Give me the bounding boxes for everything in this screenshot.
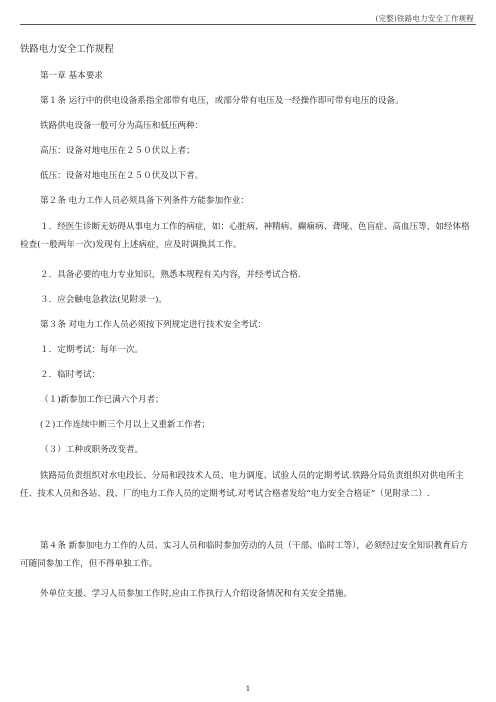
paragraph: １．定期考试：每年一次。 [40,345,144,355]
document-title: 铁路电力安全工作规程 [20,44,114,55]
paragraph: 低压：设备对地电压在２５０伏及以下者。 [40,171,204,181]
paragraph: １．经医生诊断无妨碍从事电力工作的病症，如：心脏病、神精病、癫痫病、聋哑、色盲症、高血压等，如经体格检查(一般两年一次)发现有上述病症，应及时调换其工作。 [20,222,470,250]
paragraph: 铁路局负责组织对水电段长、分局和段技术人员、电力调度、试验人员的定期考试.铁路分局负责组织对供电所主任、技术人员和各站、段、厂的电力工作人员的定期考试.对考试合格者发给“电力安全合格证”（见附录二）. [20,471,464,499]
paragraph-article-3: 第３条 对电力工作人员必须按下列规定进行技术安全考试： [40,320,267,330]
paragraph: ３．应会触电急救法(见附录一)。 [40,295,168,305]
paragraph: ２．临时考试： [40,370,101,380]
paragraph-article-4: 第４条 新参加电力工作的人员、实习人员和临时参加劳动的人员（干部、临时工等），必须经过安全知识教育后方可随同参加工作，但不得单独工作。 [20,541,469,569]
paragraph: （３）工种或职务改变者。 [40,445,144,455]
paragraph: (２)工作连续中断三个月以上又重新工作者； [40,420,210,430]
paragraph: ２．具备必要的电力专业知识，熟悉本规程有关内容，并经考试合格. [40,270,301,280]
paragraph-article-2: 第２条 电力工作人员必须具备下列条件方能参加作业： [40,196,249,206]
running-header: (完整)铁路电力安全工作规程 [375,14,474,23]
paragraph-article-1: 第１条 运行中的供电设备系指全部带有电压，或部分带有电压及一经操作即可带有电压的设备。 [40,96,404,106]
paragraph: 铁路供电设备一般可分为高压和低压两种： [40,121,204,131]
header-rule [20,24,476,25]
chapter-heading: 第一章 基本要求 [40,71,103,81]
paragraph: （１)新参加工作已满六个月者； [40,395,164,405]
page-number: 1 [245,684,251,693]
paragraph: 外单位支援、学习人员参加工作时,应由工作执行人介绍设备情况和有关安全措施。 [40,589,353,599]
paragraph: 高压：设备对地电压在２５０伏以上者； [40,146,195,156]
